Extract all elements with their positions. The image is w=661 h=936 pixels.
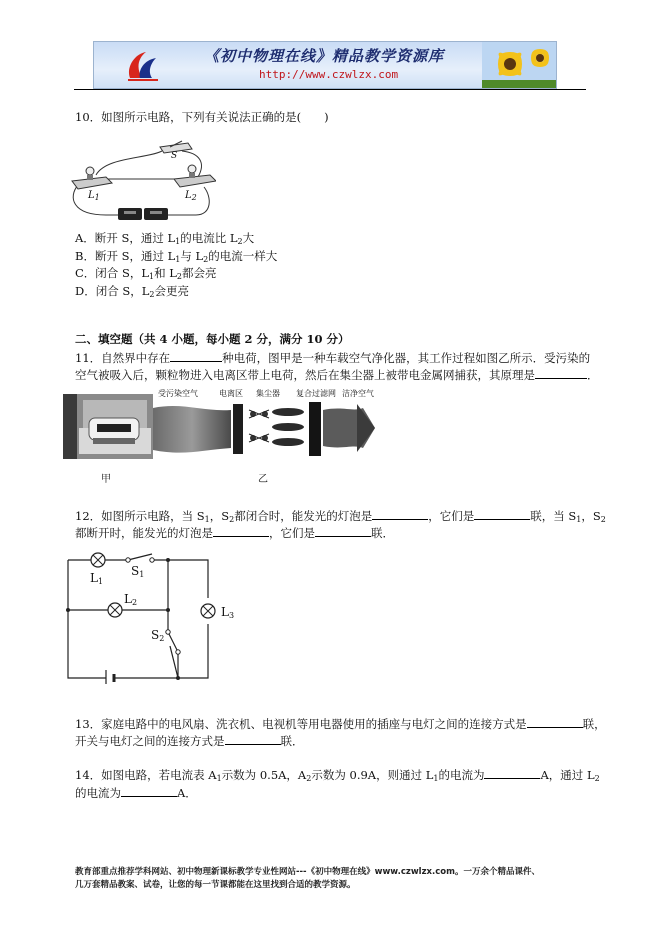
- q10-option-c: C．闭合 S，$L_1$和 $L_2$都会亮: [75, 266, 217, 281]
- q14-line1: 14．如图电路，若电流表 $A_1$示数为 0.5A，$A_2$示数为 0.9A，则通过 $L_1$的电流为 A，通过 $L_2$: [75, 768, 600, 783]
- q12-line1: 12．如图所示电路，当 $S_1$，$S_2$都闭合时，能发光的灯泡是 ，它们是 联，当 $S_1$，$S_2$: [75, 509, 606, 524]
- section2-heading: 二、填空题（共 4 小题，每小题 2 分，满分 10 分）: [75, 332, 350, 346]
- q10-option-d: D．闭合 S，$L_2$会更亮: [75, 284, 189, 299]
- q11-fig-label-2: 电离区: [219, 389, 243, 398]
- logo-icon: [124, 48, 160, 82]
- header-rule: [74, 89, 586, 90]
- page-footer: [75, 866, 585, 892]
- q12-label-s2: $S_2$: [151, 628, 165, 643]
- q11-caption-a: 甲: [101, 474, 111, 485]
- q11-photo-a: [63, 394, 153, 459]
- banner-url: http://www.czwlzx.com: [259, 68, 399, 81]
- q14-line2: 的电流为 A．: [75, 786, 197, 800]
- q12-label-l1: $L_1$: [90, 571, 104, 586]
- footer-line-1: 教育部重点推荐学科网站、初中物理新课标教学专业性网站---《初中物理在线》www.czwlzx.com。一万余个精品课件、: [75, 867, 540, 877]
- banner-title: 《初中物理在线》精品教学资源库: [204, 47, 445, 65]
- q11-fig-label-5: 洁净空气: [342, 389, 374, 398]
- q12-line2: 都断开时，能发光的灯泡是 ，它们是 联．: [75, 526, 394, 540]
- footer-line-2: 几万套精品教案、试卷，让您的每一节课都能在这里找到合适的教学资源。: [75, 880, 356, 890]
- sunflower-icon: [482, 42, 556, 88]
- q11-fig-label-1: 受污染空气: [158, 389, 198, 398]
- q11-fig-label-3: 集尘器: [256, 389, 280, 398]
- q10-option-b: B．断开 S，通过 $L_1$与 $L_2$的电流一样大: [75, 249, 278, 264]
- q10-option-a: A．断开 S，通过 $L_1$的电流比 $L_2$大: [75, 231, 255, 246]
- q12-label-l2: $L_2$: [124, 592, 138, 607]
- q10-label-s: S: [171, 151, 178, 161]
- q11-fig-label-4: 复合过滤网: [296, 389, 336, 398]
- q10-label-l2: $L_2$: [185, 190, 197, 202]
- q11-line1: 11．自然界中存在 种电荷，图甲是一种车载空气净化器，其工作过程如图乙所示．受污染的: [75, 351, 591, 365]
- header-banner: [93, 41, 557, 89]
- q11-purifier-diagram: [153, 398, 375, 458]
- q12-label-l3: $L_3$: [221, 605, 235, 620]
- q11-line2: 空气被吸入后，颗粒物进入电离区带上电荷，然后在集尘器上被带电金属网捕获，其原理是 ．: [75, 368, 599, 382]
- q10-stem: 10．如图所示电路，下列有关说法正确的是( ): [75, 110, 329, 124]
- q12-label-s1: $S_1$: [131, 564, 145, 579]
- q13-line1: 13．家庭电路中的电风扇、洗衣机、电视机等用电器使用的插座与电灯之间的连接方式是 联，: [75, 717, 606, 731]
- q11-caption-b: 乙: [258, 474, 268, 485]
- q10-circuit-figure: [66, 137, 216, 223]
- q10-label-l1: $L_1$: [88, 190, 100, 202]
- q13-line2: 开关与电灯之间的连接方式是 联．: [75, 734, 304, 748]
